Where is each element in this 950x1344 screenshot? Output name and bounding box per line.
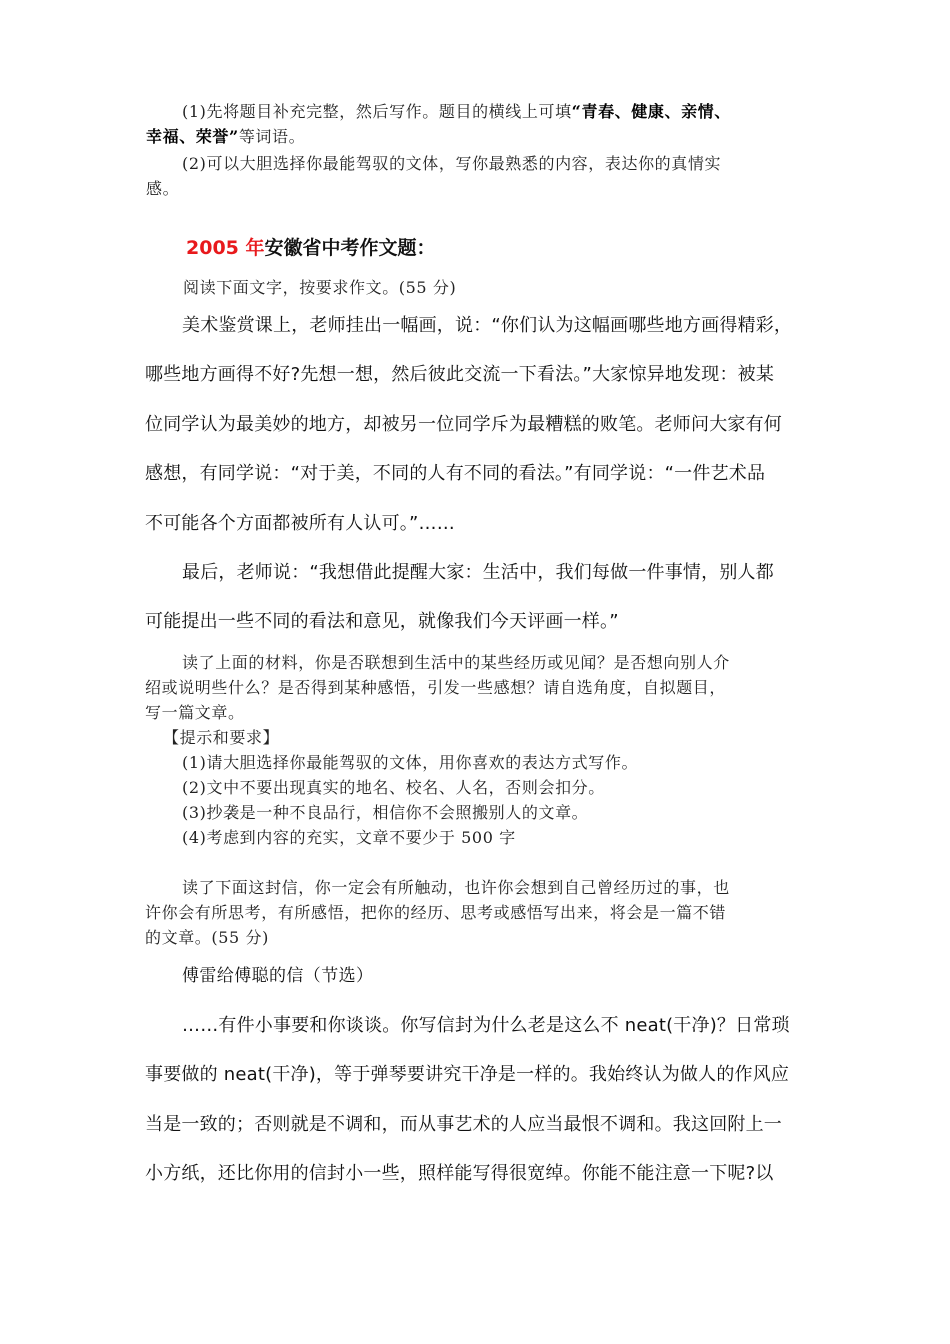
tip-item-4: (4)考虑到内容的充实，文章不要少于 500 字	[182, 828, 516, 847]
requirement-item-2-line-2: 感。	[146, 179, 180, 198]
story-line-2: 哪些地方画得不好?先想一想，然后彼此交流一下看法。”大家惊异地发现：被某	[145, 364, 775, 385]
story-line-7: 可能提出一些不同的看法和意见，就像我们今天评画一样。”	[145, 611, 619, 632]
story-line-6: 最后，老师说：“我想借此提醒大家：生活中，我们每做一件事情，别人都	[182, 562, 774, 583]
story-line-4: 感想，有同学说：“对于美，不同的人有不同的看法。”有同学说：“一件艺术品	[145, 463, 766, 484]
letter-line-4: 小方纸，还比你用的信封小一些，照样能写得很宽绰。你能不能注意一下呢?以	[145, 1163, 774, 1184]
section-heading	[186, 233, 436, 260]
requirement-item-1-prefix: (1)先将题目补充完整，然后写作。题目的横线上可填	[182, 102, 572, 121]
requirement-item-1-line-2	[146, 124, 305, 147]
heading-year: 2005 年	[186, 237, 265, 259]
story-line-3: 位同学认为最美妙的地方，却被另一位同学斥为最糟糕的败笔。老师问大家有何	[145, 414, 782, 435]
letter-line-2: 事要做的 neat(干净)，等于弹琴要讲究干净是一样的。我始终认为做人的作风应	[145, 1064, 790, 1085]
letter-intro-line-3: 的文章。(55 分)	[145, 928, 269, 947]
story-line-1: 美术鉴赏课上，老师挂出一幅画，说：“你们认为这幅画哪些地方画得精彩，	[182, 315, 793, 336]
instruction-line: 阅读下面文字，按要求作文。(55 分)	[183, 278, 457, 297]
tip-item-1: (1)请大胆选择你最能驾驭的文体，用你喜欢的表达方式写作。	[182, 753, 639, 772]
heading-title: 安徽省中考作文题：	[264, 237, 436, 259]
requirement-item-2-line-1: (2)可以大胆选择你最能驾驭的文体，写你最熟悉的内容，表达你的真情实	[182, 154, 722, 173]
prompt-line-1: 读了上面的材料，你是否联想到生活中的某些经历或见闻？是否想向别人介	[182, 653, 730, 672]
requirement-item-1-line-1	[182, 99, 731, 122]
tip-item-2: (2)文中不要出现真实的地名、校名、人名，否则会扣分。	[182, 778, 605, 797]
requirement-keywords-1: “青春、健康、亲情、	[571, 102, 731, 121]
letter-title: 傅雷给傅聪的信（节选）	[182, 966, 374, 986]
tip-item-3: (3)抄袭是一种不良品行，相信你不会照搬别人的文章。	[182, 803, 589, 822]
letter-intro-line-1: 读了下面这封信，你一定会有所触动，也许你会想到自己曾经历过的事，也	[182, 878, 730, 897]
requirement-keywords-2: 幸福、荣誉”	[146, 127, 239, 146]
letter-line-3: 当是一致的；否则就是不调和，而从事艺术的人应当最恨不调和。我这回附上一	[145, 1114, 782, 1135]
story-line-5: 不可能各个方面都被所有人认可。”……	[145, 513, 455, 534]
tips-header: 【提示和要求】	[163, 728, 280, 747]
requirement-item-1-suffix: 等词语。	[238, 127, 306, 146]
prompt-line-3: 写一篇文章。	[145, 703, 245, 722]
prompt-line-2: 绍或说明些什么？是否得到某种感悟，引发一些感想？请自选角度，自拟题目，	[145, 678, 727, 697]
letter-intro-line-2: 许你会有所思考，有所感悟，把你的经历、思考或感悟写出来，将会是一篇不错	[145, 903, 727, 922]
letter-line-1: ……有件小事要和你谈谈。你写信封为什么老是这么不 neat(干净)？日常琐	[182, 1015, 790, 1036]
